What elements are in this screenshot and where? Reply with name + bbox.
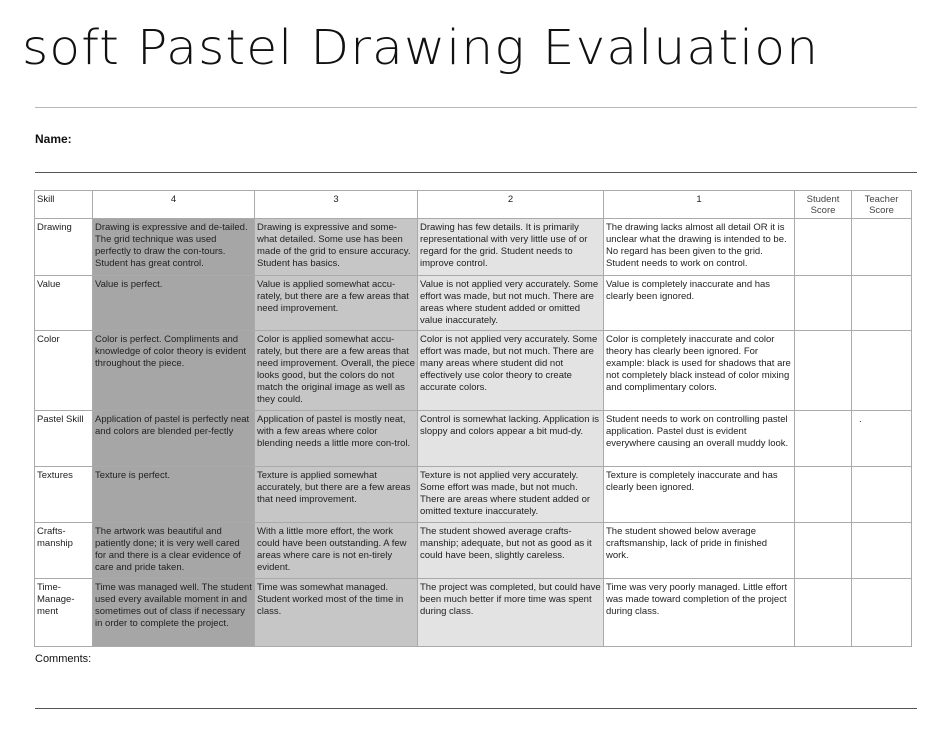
score-mark: .: [859, 414, 862, 425]
student-score-cell[interactable]: [795, 331, 852, 411]
level-2-cell: The project was completed, but could have been much better if more time was spent during class.: [418, 579, 604, 647]
title-divider: [35, 107, 917, 108]
skill-cell: Textures: [35, 467, 93, 523]
level-1-cell: The student showed below average craftsmanship, lack of pride in finished work.: [604, 523, 795, 579]
teacher-score-cell[interactable]: [852, 467, 912, 523]
header-row: [35, 191, 912, 219]
skill-cell: Crafts-manship: [35, 523, 93, 579]
student-score-cell[interactable]: [795, 579, 852, 647]
table-row: [35, 523, 912, 579]
level-3-cell: Color is applied somewhat accu-rately, but there are a few areas that need improvement. Overall, the piece looks good, but the colors do not match the original image as well as they could.: [255, 331, 418, 411]
student-score-cell[interactable]: [795, 523, 852, 579]
level-4-cell: Time was managed well. The student used every available moment in and sometimes out of class if necessary in order to complete the project.: [93, 579, 255, 647]
level-2-cell: Drawing has few details. It is primarily representational with very little use of or regard for the grid. Student needs to improve control.: [418, 219, 604, 276]
table-row: [35, 579, 912, 647]
teacher-score-cell[interactable]: [852, 331, 912, 411]
teacher-score-cell[interactable]: [852, 276, 912, 331]
level-1-cell: Color is completely inaccurate and color theory has clearly been ignored. For example: black is used for shadows that are not completely black instead of color mixing and complimentary colors.: [604, 331, 795, 411]
level-3-cell: Time was somewhat managed. Student worked most of the time in class.: [255, 579, 418, 647]
header-teacher-score: Teacher Score: [852, 191, 912, 219]
teacher-score-cell[interactable]: [852, 579, 912, 647]
level-2-cell: Control is somewhat lacking. Application is sloppy and colors appear a bit mud-dy.: [418, 411, 604, 467]
level-4-cell: Application of pastel is perfectly neat and colors are blended per-fectly: [93, 411, 255, 467]
skill-cell: Drawing: [35, 219, 93, 276]
teacher-score-cell[interactable]: [852, 411, 912, 467]
level-3-cell: Application of pastel is mostly neat, with a few areas where color blending needs a little more con-trol.: [255, 411, 418, 467]
header-level-4: 4: [93, 191, 255, 219]
student-score-cell[interactable]: [795, 467, 852, 523]
header-skill: Skill: [35, 191, 93, 219]
level-2-cell: Texture is not applied very accurately. Some effort was made, but not much. There are areas where student added or omitted texture inaccurately.: [418, 467, 604, 523]
header-level-3: 3: [255, 191, 418, 219]
teacher-score-cell[interactable]: [852, 523, 912, 579]
name-label: Name:: [35, 132, 72, 146]
level-3-cell: Texture is applied somewhat accurately, but there are a few areas that need improvement.: [255, 467, 418, 523]
header-level-2: 2: [418, 191, 604, 219]
header-level-1: 1: [604, 191, 795, 219]
comments-label: Comments:: [35, 653, 92, 665]
level-2-cell: Value is not applied very accurately. Some effort was made, but not much. There are areas where student added or omitted value inaccurately.: [418, 276, 604, 331]
student-score-cell[interactable]: [795, 276, 852, 331]
skill-cell: Color: [35, 331, 93, 411]
level-1-cell: The drawing lacks almost all detail OR it is unclear what the drawing is intended to be. No regard has been given to the grid. Student needs to work on control.: [604, 219, 795, 276]
table-row: [35, 467, 912, 523]
level-4-cell: The artwork was beautiful and patiently done; it is very well cared for and there is a clear evidence of care and pride taken.: [93, 523, 255, 579]
student-score-cell[interactable]: [795, 219, 852, 276]
skill-cell: Pastel Skill: [35, 411, 93, 467]
level-1-cell: Student needs to work on controlling pastel application. Pastel dust is evident everywhere causing an overall muddy look.: [604, 411, 795, 467]
level-1-cell: Value is completely inaccurate and has clearly been ignored.: [604, 276, 795, 331]
level-1-cell: Texture is completely inaccurate and has clearly been ignored.: [604, 467, 795, 523]
level-3-cell: Drawing is expressive and some-what detailed. Some use has been made of the grid to ensure accuracy. Student has basics.: [255, 219, 418, 276]
level-4-cell: Texture is perfect.: [93, 467, 255, 523]
student-score-cell[interactable]: [795, 411, 852, 467]
table-row: [35, 219, 912, 276]
level-3-cell: Value is applied somewhat accu-rately, but there are a few areas that need improvement.: [255, 276, 418, 331]
level-3-cell: With a little more effort, the work could have been outstanding. A few areas where care is not en-tirely evident.: [255, 523, 418, 579]
page-title: soft Pastel Drawing Evaluation: [22, 20, 820, 76]
level-4-cell: Value is perfect.: [93, 276, 255, 331]
comments-line[interactable]: [35, 708, 917, 709]
level-2-cell: Color is not applied very accurately. Some effort was made, but not much. There are many areas where student did not effectively use color theory to create accurate colors.: [418, 331, 604, 411]
teacher-score-cell[interactable]: [852, 219, 912, 276]
table-row: [35, 331, 912, 411]
table-row: [35, 411, 912, 467]
level-1-cell: Time was very poorly managed. Little effort was made toward completion of the project during class.: [604, 579, 795, 647]
level-2-cell: The student showed average crafts-manship; adequate, but not as good as it could have been, slightly careless.: [418, 523, 604, 579]
name-line[interactable]: [35, 172, 917, 173]
level-4-cell: Drawing is expressive and de-tailed. The grid technique was used perfectly to draw the con-tours. Student has great control.: [93, 219, 255, 276]
skill-cell: Value: [35, 276, 93, 331]
rubric-table: [34, 190, 912, 647]
table-row: [35, 276, 912, 331]
level-4-cell: Color is perfect. Compliments and knowledge of color theory is evident throughout the piece.: [93, 331, 255, 411]
header-student-score: Student Score: [795, 191, 852, 219]
skill-cell: Time-Manage-ment: [35, 579, 93, 647]
